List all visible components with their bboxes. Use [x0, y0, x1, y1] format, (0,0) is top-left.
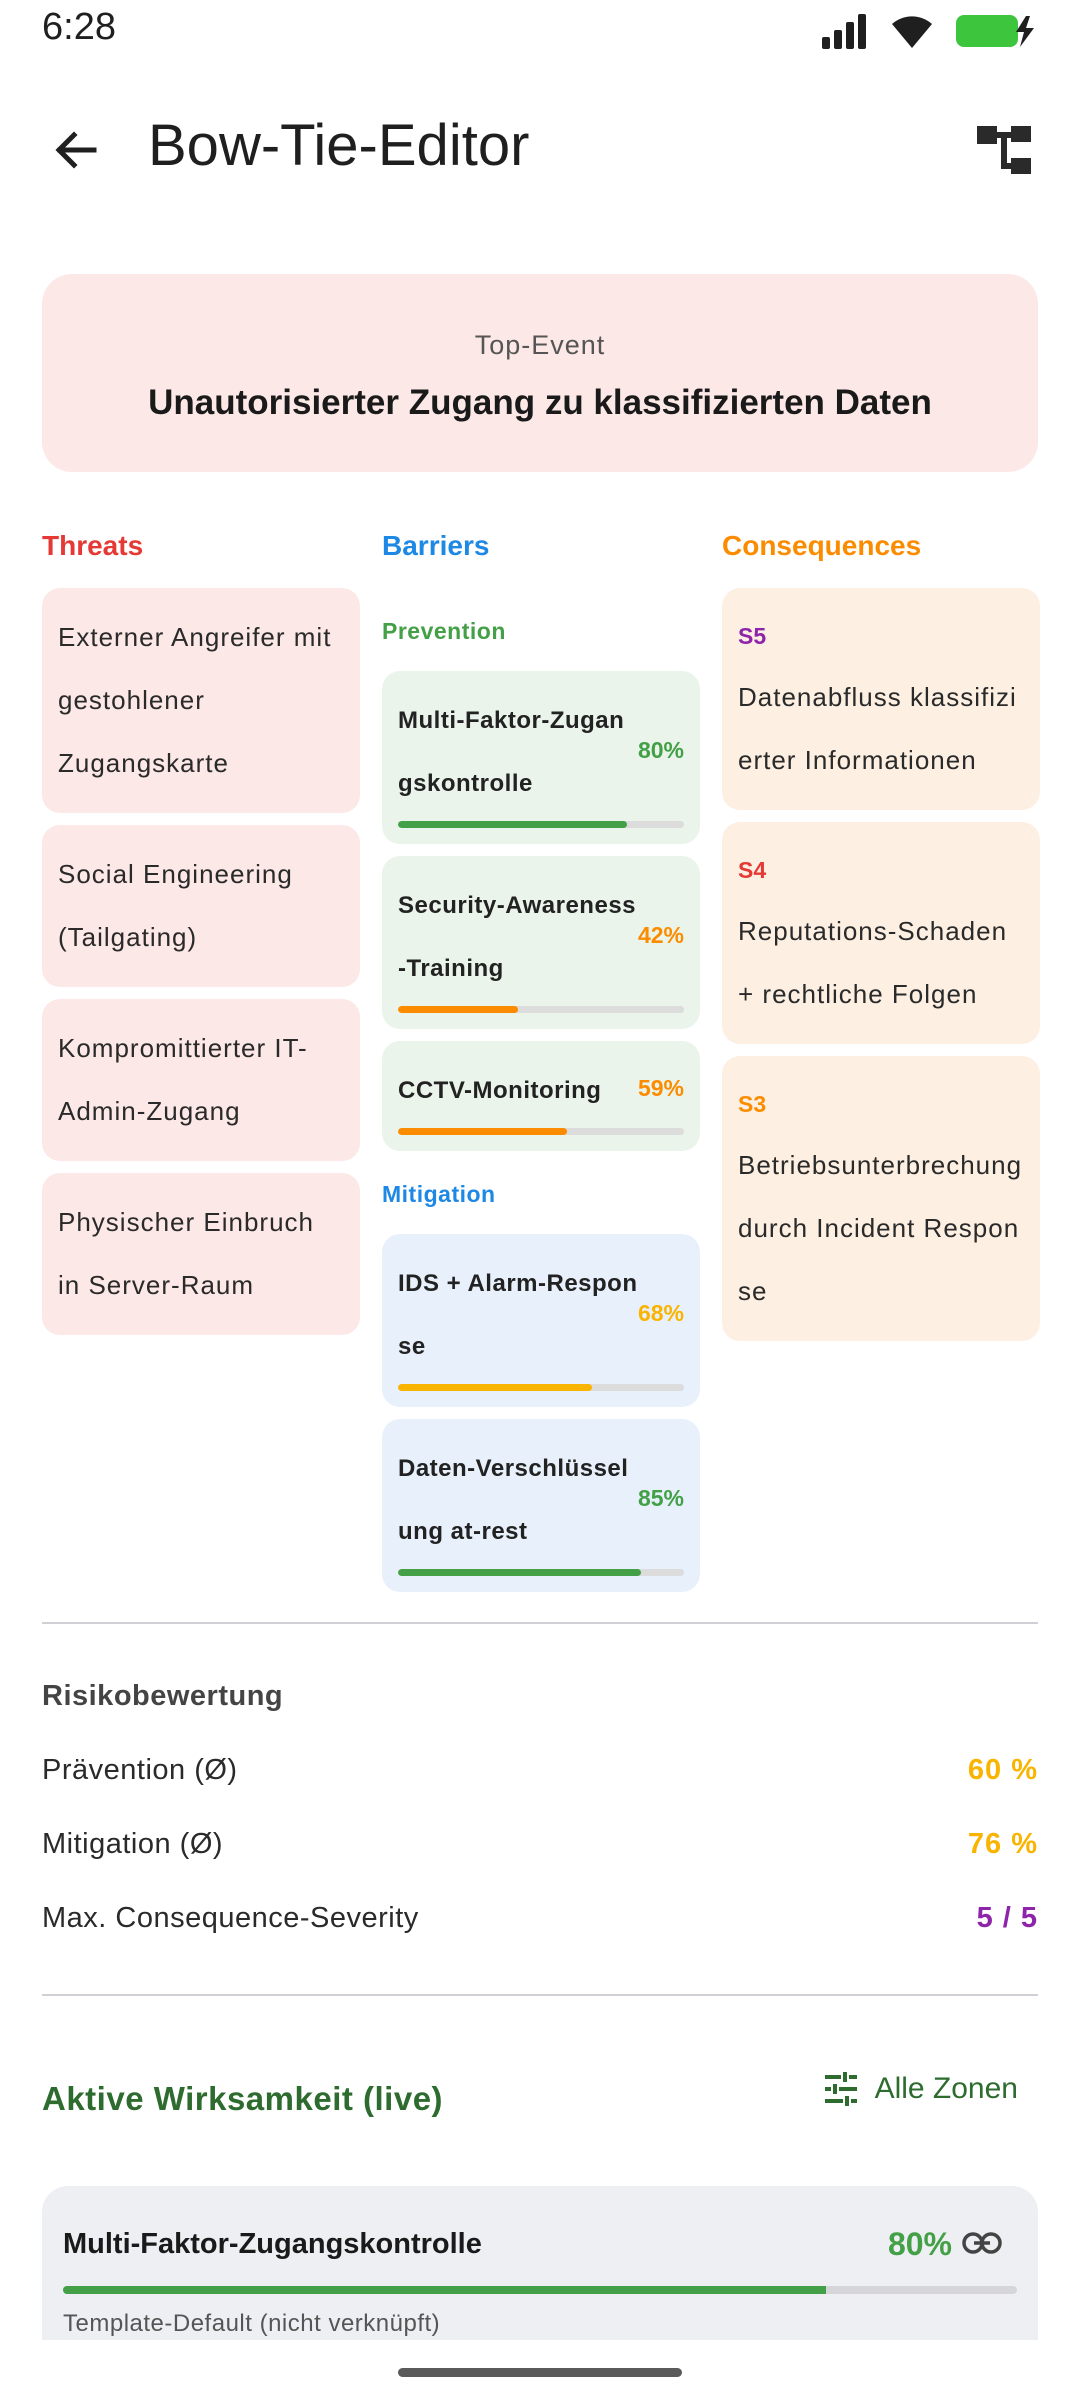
top-event-label: Top-Event	[474, 330, 606, 360]
live-progress-fill	[63, 2286, 826, 2294]
risk-label: Max. Consequence-Severity	[42, 1902, 419, 1934]
risk-label: Prävention (Ø)	[42, 1754, 238, 1786]
barrier-card[interactable]	[382, 1041, 700, 1151]
consequence-text: Betriebsunterbrechung durch Incident Response	[738, 1150, 1023, 1306]
barrier-card[interactable]	[382, 1419, 700, 1592]
barrier-name: Security-Awareness-Training	[398, 892, 637, 982]
barrier-percent: 59%	[637, 1075, 684, 1101]
live-title: Aktive Wirksamkeit (live)	[42, 2080, 444, 2117]
severity-badge: S4	[738, 857, 767, 883]
live-barrier-note: Template-Default (nicht verknüpft)	[63, 2310, 441, 2337]
barrier-progress	[398, 1569, 684, 1576]
risk-label: Mitigation (Ø)	[42, 1828, 224, 1860]
threat-text: Social Engineering (Tailgating)	[58, 859, 293, 952]
barrier-card[interactable]	[382, 1234, 700, 1407]
divider	[42, 1622, 1038, 1624]
threat-text: Physischer Einbruch in Server-Raum	[58, 1207, 314, 1300]
risk-title: Risikobewertung	[42, 1680, 284, 1712]
consequence-card[interactable]	[722, 588, 1040, 810]
risk-value: 5 / 5	[976, 1902, 1038, 1934]
live-barrier-name: Multi-Faktor-Zugangskontrolle	[63, 2228, 482, 2260]
tune-icon	[823, 2072, 859, 2106]
barrier-progress-fill	[398, 1006, 518, 1013]
consequence-card[interactable]	[722, 1056, 1040, 1341]
home-indicator[interactable]	[398, 2368, 682, 2377]
consequences-list	[722, 588, 1040, 1353]
severity-badge: S3	[738, 1091, 767, 1117]
barrier-name: Daten-Verschlüsselung at-rest	[398, 1455, 629, 1545]
wifi-icon	[888, 12, 936, 50]
consequence-card[interactable]	[722, 822, 1040, 1044]
barrier-progress	[398, 821, 684, 828]
barrier-progress-fill	[398, 821, 627, 828]
top-event-text: Unautorisierter Zugang zu klassifizierten Daten	[148, 383, 932, 422]
zones-filter-label: Alle Zonen	[874, 2072, 1018, 2105]
barrier-progress	[398, 1384, 684, 1391]
barrier-percent: 68%	[637, 1300, 684, 1326]
page-title: Bow-Tie-Editor	[148, 113, 530, 178]
risk-row-mitigation	[42, 1828, 1038, 1861]
divider	[42, 1994, 1038, 1996]
barrier-card[interactable]	[382, 671, 700, 844]
barrier-name: IDS + Alarm-Response	[398, 1270, 638, 1360]
threats-header: Threats	[42, 530, 144, 561]
barrier-progress-fill	[398, 1384, 592, 1391]
consequence-text: Datenabfluss klassifizierter Informationen	[738, 682, 1017, 775]
live-barrier-percent: 80%	[887, 2226, 952, 2262]
barrier-name: CCTV-Monitoring	[398, 1077, 602, 1104]
zones-filter-button[interactable]	[823, 2072, 1018, 2106]
consequence-text: Reputations-Schaden + rechtliche Folgen	[738, 916, 1008, 1009]
battery-charging-icon	[954, 12, 1040, 50]
signal-icon	[820, 13, 870, 49]
threat-text: Kompromittierter IT-Admin-Zugang	[58, 1033, 308, 1126]
barrier-percent: 42%	[637, 922, 684, 948]
mitigation-label: Mitigation	[382, 1181, 496, 1207]
consequences-header: Consequences	[722, 530, 922, 561]
top-event-card[interactable]	[42, 274, 1038, 472]
prevention-label: Prevention	[382, 618, 506, 644]
barrier-name: Multi-Faktor-Zugangskontrolle	[398, 707, 625, 797]
arrow-back-icon	[52, 126, 100, 174]
threats-list	[42, 588, 360, 1347]
status-icons	[820, 12, 1040, 50]
severity-badge: S5	[738, 623, 767, 649]
threat-text: Externer Angreifer mit gestohlener Zugangskarte	[58, 622, 332, 778]
threat-card[interactable]	[42, 588, 360, 813]
risk-row-prevention	[42, 1754, 1038, 1787]
live-barrier-card[interactable]	[42, 2186, 1038, 2340]
threat-card[interactable]	[42, 1173, 360, 1335]
barrier-progress-fill	[398, 1128, 567, 1135]
status-time: 6:28	[42, 6, 116, 48]
risk-value: 76 %	[967, 1828, 1038, 1860]
account-tree-icon	[975, 124, 1033, 176]
link-icon	[962, 2232, 1002, 2254]
barrier-progress	[398, 1006, 684, 1013]
barrier-card[interactable]	[382, 856, 700, 1029]
tree-view-button[interactable]	[964, 110, 1044, 190]
risk-value: 60 %	[967, 1754, 1038, 1786]
link-button[interactable]	[962, 2232, 1002, 2259]
barriers-header: Barriers	[382, 530, 490, 561]
live-progress	[63, 2286, 1017, 2294]
back-button[interactable]	[36, 110, 116, 190]
barrier-progress	[398, 1128, 684, 1135]
threat-card[interactable]	[42, 825, 360, 987]
barrier-percent: 80%	[637, 737, 684, 763]
threat-card[interactable]	[42, 999, 360, 1161]
barrier-percent: 85%	[637, 1485, 684, 1511]
barriers-list	[382, 588, 700, 1604]
barrier-progress-fill	[398, 1569, 641, 1576]
risk-row-severity	[42, 1902, 1038, 1935]
